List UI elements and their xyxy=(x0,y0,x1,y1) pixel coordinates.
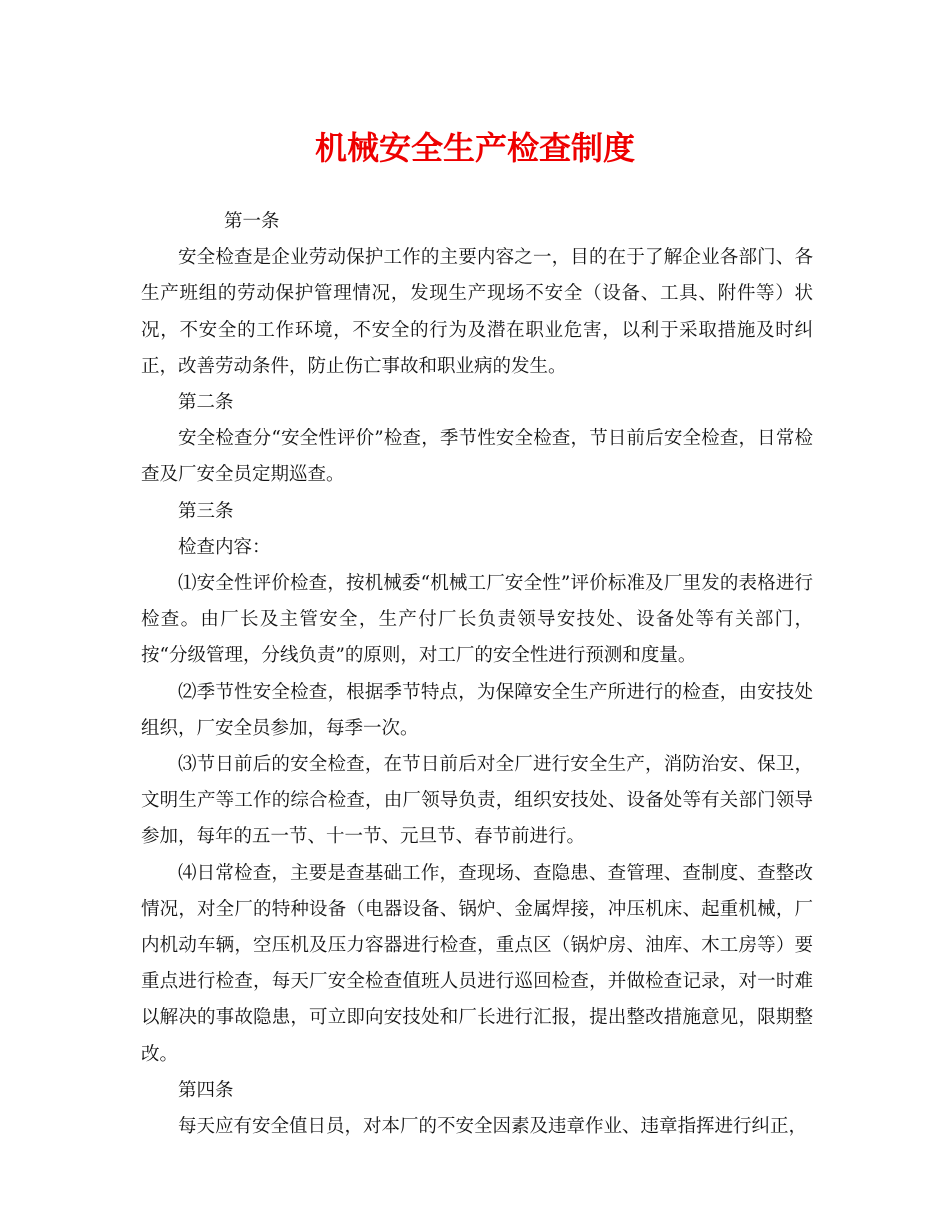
paragraph-article-1: 安全检查是企业劳动保护工作的主要内容之一，目的在于了解企业各部门、各生产班组的劳动保护管理情况，发现生产现场不安全（设备、工具、附件等）状况，不安全的工作环境，不安全的行为及潜在职业危害，以利于采取措施及时纠正，改善劳动条件，防止伤亡事故和职业病的发生。 xyxy=(141,247,813,377)
paragraph-check-content-label: 检查内容： xyxy=(178,536,271,558)
paragraph-item-2: ⑵季节性安全检查，根据季节特点，为保障安全生产所进行的检查，由安技处组织，厂安全员参加，每季一次。 xyxy=(141,681,813,739)
article-heading-2: 第二条 xyxy=(178,392,234,414)
paragraph-article-4: 每天应有安全值日员，对本厂的不安全因素及违章作业、违章指挥进行纠正， xyxy=(178,1116,808,1138)
paragraph-article-2: 安全检查分“安全性评价”检查，季节性安全检查，节日前后安全检查，日常检查及厂安全员定期巡查。 xyxy=(141,428,813,486)
document-title: 机械安全生产检查制度 xyxy=(314,129,635,167)
article-heading-1: 第一条 xyxy=(224,211,280,232)
paragraph-item-3: ⑶节日前后的安全检查，在节日前后对全厂进行安全生产，消防治安、保卫，文明生产等工作的综合检查，由厂领导负责，组织安技处、设备处等有关部门领导参加，每年的五一节、十一节、元旦节、春节前进行。 xyxy=(141,754,813,848)
document-body xyxy=(141,204,813,1145)
article-heading-3: 第三条 xyxy=(178,500,234,522)
paragraph-item-4: ⑷日常检查，主要是查基础工作，查现场、查隐患、查管理、查制度、查整改情况，对全厂的特种设备（电器设备、锅炉、金属焊接，冲压机床、起重机械，厂内机动车辆，空压机及压力容器进行检查，重点区（锅炉房、油库、木工房等）要重点进行检查，每天厂安全检查值班人员进行巡回检查，并做检查记录，对一时难以解决的事故隐患，可立即向安技处和厂长进行汇报，提出整改措施意见，限期整改。 xyxy=(141,862,813,1065)
article-heading-4: 第四条 xyxy=(178,1079,234,1101)
paragraph-item-1: ⑴安全性评价检查，按机械委“机械工厂安全性”评价标准及厂里发的表格进行检查。由厂长及主管安全，生产付厂长负责领导安技处、设备处等有关部门，按“分级管理，分线负责”的原则，对工厂的安全性进行预测和度量。 xyxy=(141,573,813,667)
